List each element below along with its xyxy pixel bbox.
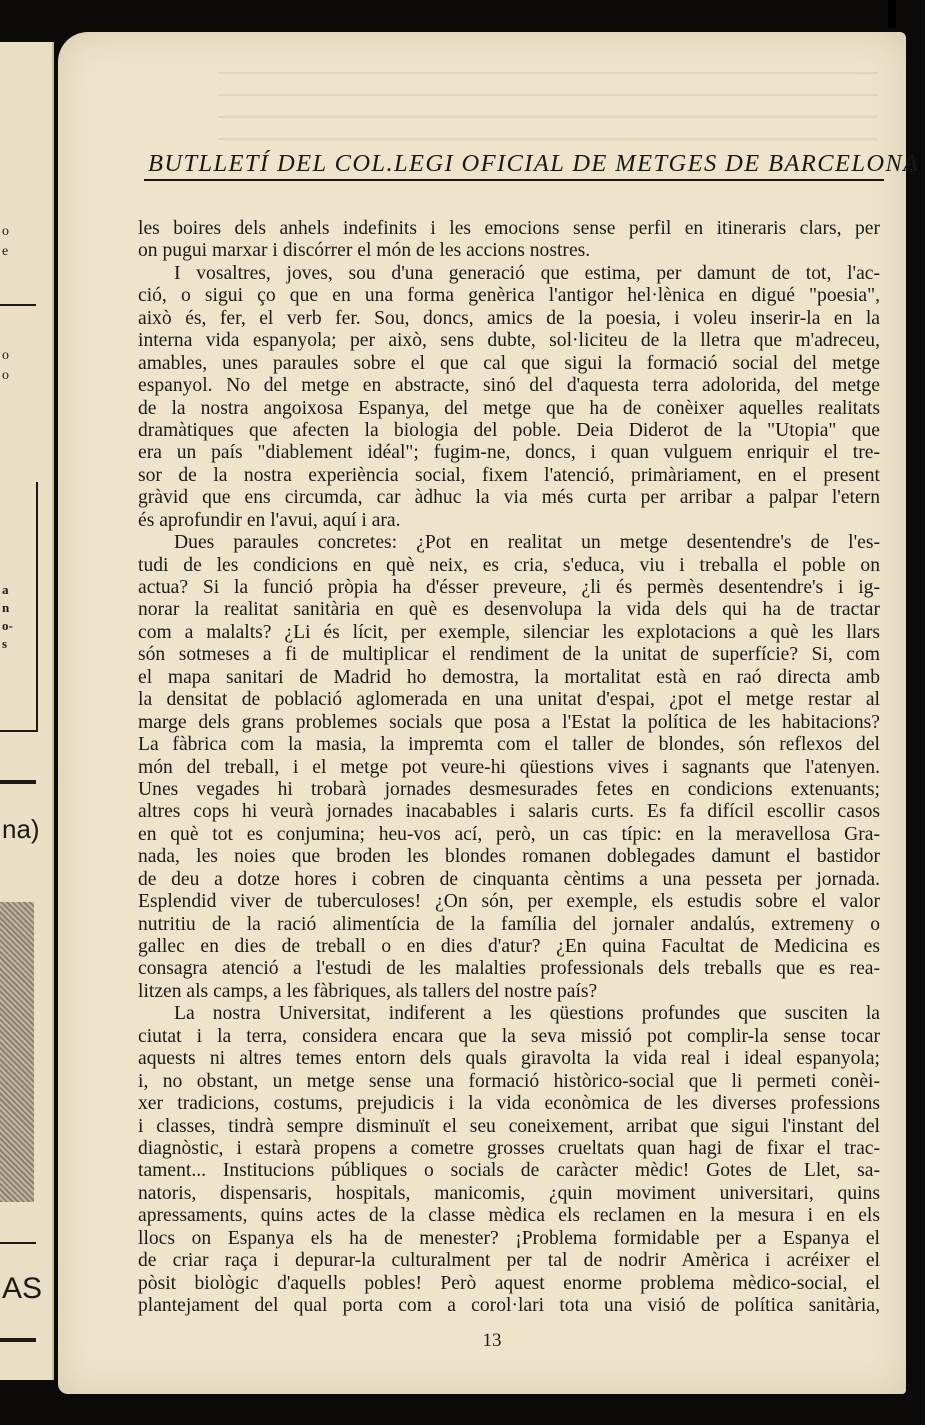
text-line: espanyol. No del metge en abstracte, sinó del d'aquesta terra adolorida, del metge <box>138 375 880 397</box>
article-body <box>138 218 880 1317</box>
text-line: llocs on Espanya els ha de menester? ¡Problema formidable per a Espanya el <box>138 1227 880 1249</box>
previous-page-fragment: s <box>2 636 8 651</box>
text-line: on pugui marxar i discórrer el món de les accions nostres. <box>138 240 591 262</box>
text-line: el mapa sanitari de Madrid ho demostra, la mortalitat està en raó directa amb <box>138 666 880 688</box>
text-line: amables, unes paraules sobre el que cal que sigui la formació social del metge <box>138 352 880 374</box>
text-line: Dues paraules concretes: ¿Pot en realitat un metge desentendre's de l'es- <box>174 532 880 554</box>
text-line: interna vida espanyola; per això, sens dubte, sol·liciteu de la lletra que m'adreceu, <box>138 330 880 352</box>
text-line: tament... Institucions públiques o socials de caràcter mèdic! Gotes de Llet, sa- <box>138 1160 880 1182</box>
text-line: Esplendid viver de tuberculoses! ¿On són, per exemple, els estudis sobre el valor <box>138 891 880 913</box>
text-line: en què tot es conjumina; heu-vos ací, però, un cas típic: en la meravellosa Gra- <box>138 823 880 845</box>
text-line: Unes vegades hi trobarà jornades desmesurades fetes en condicions extenuants; <box>138 778 880 800</box>
text-line: és aprofundir en l'avui, aquí i ara. <box>138 509 401 531</box>
text-line: món del treball, i el metge pot veure-hi qüestions vives i sagnants que l'atenyen. <box>138 756 880 778</box>
document-page <box>58 32 920 1394</box>
previous-page-fragment: o <box>2 368 9 383</box>
text-line: les boires dels anhels indefinits i les emocions sense perfil en itineraris clars, per <box>138 218 880 239</box>
text-line: altres cops hi veurà jornades inacabables i salaris curts. Es fa difícil escollir casos <box>138 801 880 823</box>
text-line: norar la realitat sanitària en què es desenvolupa la vida dels qui ha de tractar <box>138 599 880 621</box>
text-line: xer tradicions, costums, prejudicis i la vida econòmica de les diverses professions <box>138 1093 880 1115</box>
text-line: pòsit biològic d'aquells pobles! Però aquest enorme problema mèdico-social, el <box>138 1272 880 1294</box>
previous-page-rule <box>0 1338 36 1342</box>
text-line: dramàtiques que afecten la biologia del poble. Deia Diderot de la "Utopia" que <box>138 419 880 441</box>
text-line: de criar raça i depurar-la culturalment per tal de nodrir Amèrica i acréixer el <box>138 1250 880 1272</box>
binding-mark <box>888 0 896 28</box>
text-line: i, no obstant, un metge sense una formació històrico-social que li permeti conèi- <box>138 1070 880 1092</box>
text-line: I vosaltres, joves, sou d'una generació que estima, per damunt de tot, l'ac- <box>174 262 880 284</box>
page-number: 13 <box>482 1330 502 1351</box>
text-line: ció, o sigui ço que en una forma genèrica l'antigor hel·lènica en digué "poesia", <box>138 285 880 307</box>
text-line: nada, les noies que broden les blondes romanen doblegades damunt el bastidor <box>138 846 880 868</box>
previous-page-fragment: n <box>2 600 10 615</box>
previous-page-fragment: e <box>2 244 9 259</box>
text-line: nutritiu de la ració alimentícia de la família del jornaler andalús, extremeny o <box>138 913 880 935</box>
text-line: natoris, dispensaris, hospitals, manicomis, ¿quin moviment universitari, quins <box>138 1182 880 1204</box>
previous-page-fragment: na) <box>2 814 40 844</box>
text-line: apressaments, quins actes de la classe mèdica els reclamen en la mesura i en els <box>138 1205 880 1227</box>
text-line: de deu a dotze hores i cobren de cinquanta cèntims a una pesseta per jornada. <box>138 868 880 890</box>
previous-page-photo <box>0 902 34 1202</box>
text-line: actua? Si la funció pròpia ha d'ésser preveure, ¿li és permès desentendre's i ig- <box>138 577 880 598</box>
running-header: BUTLLETÍ DEL COL.LEGI OFICIAL DE METGES DE BARCELONA <box>148 150 920 177</box>
previous-page-box-line <box>36 482 38 732</box>
text-line: La nostra Universitat, indiferent a les qüestions profundes que susciten la <box>174 1003 880 1025</box>
show-through-text <box>218 72 878 142</box>
text-line: litzen als camps, a les fàbriques, als tallers del nostre país? <box>138 980 598 1002</box>
text-line: gràvid que ens circumda, car àdhuc la via més curta per arribar a palpar l'etern <box>138 487 880 509</box>
previous-page-rule <box>0 304 36 306</box>
previous-page-fragment: o <box>2 348 9 363</box>
text-line: de la nostra angoixosa Espanya, del metge que ha de conèixer aquelles realitats <box>138 397 880 419</box>
previous-page-edge <box>0 42 54 1380</box>
text-line: això és, fer, el verb fer. Sou, doncs, amics de la poesia, i voleu inserir-la en la <box>138 307 880 329</box>
text-line: sor de la nostra experiència social, fixem l'atenció, primàriament, en el present <box>138 464 880 486</box>
previous-page-fragment: AS <box>2 1272 43 1305</box>
previous-page-fragment: o- <box>2 618 13 633</box>
text-line: marge dels grans problemes socials que posa a l'Estat la política de les habitacions? <box>138 711 880 733</box>
previous-page-fragment: a <box>2 582 9 597</box>
text-line: són sotmeses a fi de multiplicar el rendiment de la unitat de superfície? Si, com <box>138 644 880 666</box>
text-line: ciutat i la terra, considera encara que la seva missió pot complir-la sense tocar <box>138 1025 880 1047</box>
previous-page-rule <box>0 780 36 784</box>
previous-page-fragment: o <box>2 224 9 239</box>
text-line: la densitat de població aglomerada en una unitat d'espai, ¿pot el metge restar al <box>138 689 880 711</box>
previous-page-rule <box>0 730 36 732</box>
text-line: plantejament del qual porta com a corol·lari tota una visió de política sanitària, <box>138 1295 880 1316</box>
text-line: i classes, tindrà sempre disminuït el seu coneixement, arribat que sigui l'instant del <box>138 1115 880 1137</box>
text-line: gallec en dies de treball o en dies d'atur? ¿En quina Facultat de Medicina es <box>138 936 880 957</box>
text-line: aquests ni altres temes entorn dels quals giravolta la vida real i ideal espanyola; <box>138 1048 880 1070</box>
previous-page-rule <box>0 1242 36 1244</box>
text-line: tudi de les condicions en què neix, es cria, s'educa, viu i treballa el poble on <box>138 554 880 576</box>
text-line: consagra atenció a l'estudi de les malalties professionals dels treballs que es rea- <box>138 958 880 980</box>
text-line: era un país "diablement idéal"; fugim-ne, doncs, i quan vulguem enriquir el tre- <box>138 442 880 464</box>
text-line: com a malalts? ¿Li és lícit, per exemple, silenciar les explotacions a què les llars <box>138 621 880 643</box>
text-line: diagnòstic, i estarà propens a cometre grosses crueltats quan hagi de fixar el trac- <box>138 1137 880 1159</box>
text-line: La fàbrica com la masia, la impremta com el taller de blondes, són reflexos del <box>138 734 880 756</box>
header-rule <box>144 179 884 181</box>
